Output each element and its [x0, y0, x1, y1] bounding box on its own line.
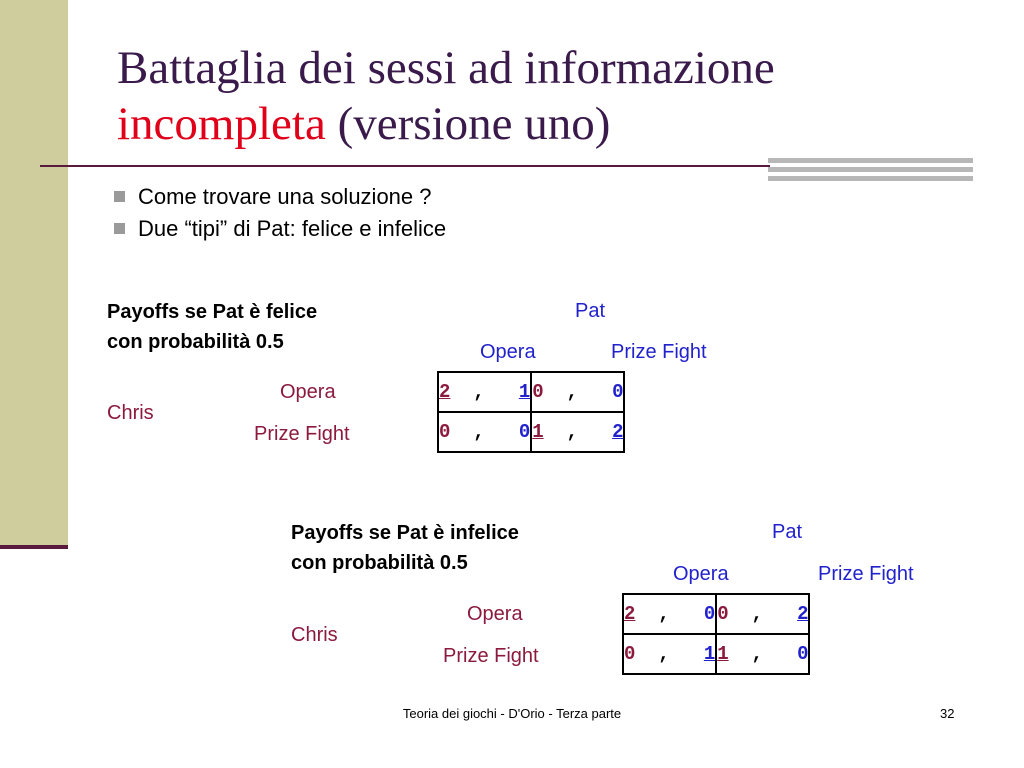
slide-footer: Teoria dei giochi - D'Orio - Terza parte	[402, 706, 622, 721]
payoff-cell: 0 , 0	[438, 412, 531, 452]
caption-line2: con probabilità 0.5	[107, 331, 284, 353]
column-player-label: Pat	[575, 300, 606, 322]
title-highlight: incompleta	[117, 98, 326, 150]
matrix-row	[438, 412, 624, 452]
payoff-cell: 0 , 2	[716, 594, 809, 634]
bullet-item	[114, 181, 446, 213]
payoff-cell: 0 , 1	[623, 634, 716, 674]
sidebar-underline	[0, 545, 68, 549]
caption-line2: con probabilità 0.5	[291, 552, 468, 574]
matrix-row	[623, 594, 809, 634]
row-option-opera: Opera	[280, 381, 336, 403]
payoff-matrix	[622, 593, 810, 675]
payoff-cell: 1 , 2	[531, 412, 624, 452]
row-option-opera: Opera	[467, 603, 523, 625]
row-player-label: Chris	[291, 624, 338, 646]
title-divider	[40, 165, 770, 167]
caption-line1: Payoffs se Pat è felice	[107, 301, 318, 323]
row-option-prize-fight: Prize Fight	[254, 423, 350, 445]
bullet-item	[114, 213, 446, 245]
row-player-label: Chris	[107, 402, 154, 424]
matrix-row	[438, 372, 624, 412]
column-option-prize-fight: Prize Fight	[611, 341, 707, 363]
bullet-text: Due “tipi” di Pat: felice e infelice	[138, 216, 447, 241]
payoff-cell: 2 , 0	[623, 594, 716, 634]
caption-line1: Payoffs se Pat è infelice	[291, 522, 519, 544]
column-option-opera: Opera	[673, 563, 729, 585]
title-line1: Battaglia dei sessi ad informazione	[117, 42, 775, 94]
page-number: 32	[940, 706, 955, 721]
slide-title	[117, 40, 775, 152]
title-line2-rest: (versione uno)	[325, 98, 611, 150]
column-player-label: Pat	[772, 521, 803, 543]
game-caption	[291, 518, 519, 578]
bullet-square-icon	[114, 223, 125, 234]
row-option-prize-fight: Prize Fight	[443, 645, 539, 667]
bullet-text: Come trovare una soluzione ?	[138, 184, 432, 209]
bullet-list	[114, 181, 446, 245]
title-decoration-bars	[768, 158, 973, 185]
payoff-matrix	[437, 371, 625, 453]
matrix-row	[623, 634, 809, 674]
payoff-cell: 2 , 1	[438, 372, 531, 412]
payoff-cell: 0 , 0	[531, 372, 624, 412]
column-option-opera: Opera	[480, 341, 536, 363]
sidebar-decoration	[0, 0, 68, 545]
bullet-square-icon	[114, 191, 125, 202]
game-caption	[107, 297, 317, 357]
payoff-cell: 1 , 0	[716, 634, 809, 674]
column-option-prize-fight: Prize Fight	[818, 563, 914, 585]
